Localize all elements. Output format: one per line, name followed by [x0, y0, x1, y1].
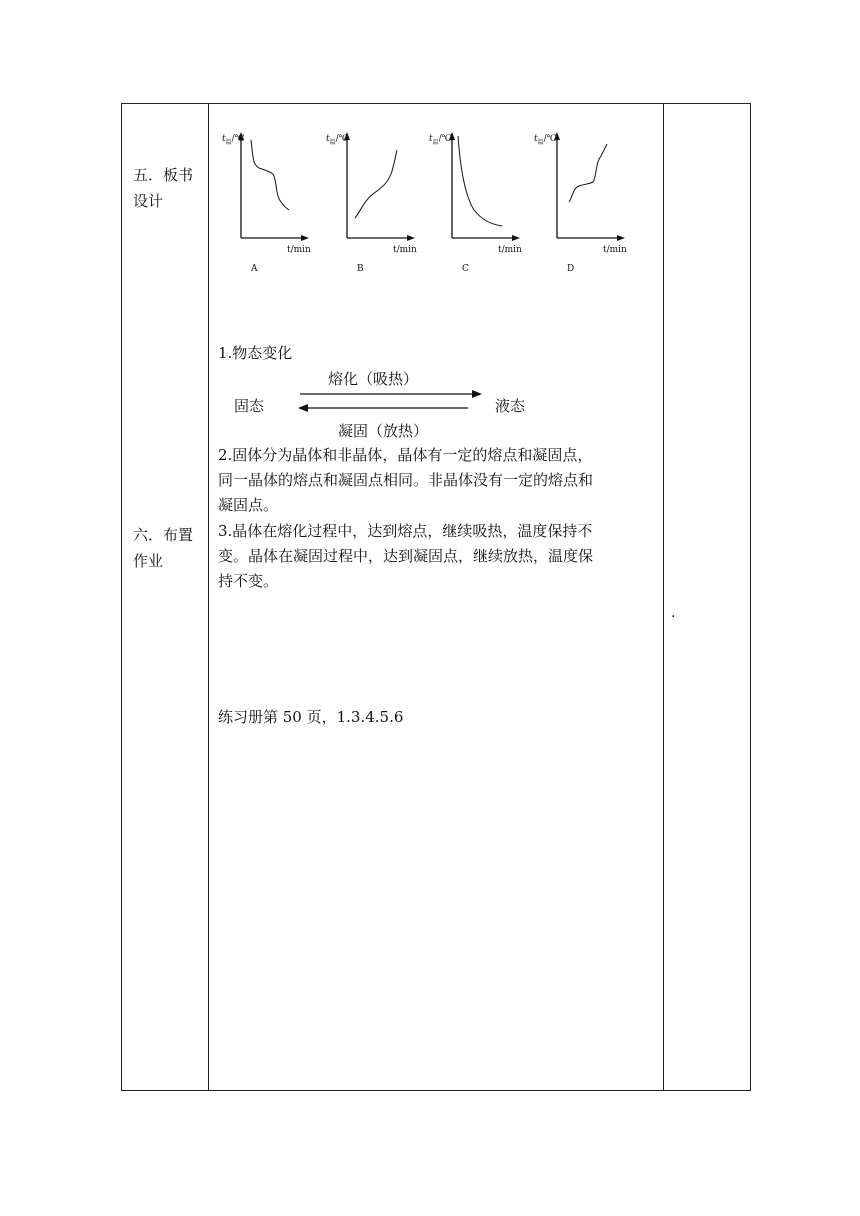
graph-b	[321, 124, 416, 284]
graph-c-x-label: t/min	[498, 245, 522, 255]
graph-a	[215, 124, 310, 284]
state-arrows	[292, 388, 488, 414]
graph-c-letter: C	[462, 264, 469, 274]
graph-d-letter: D	[567, 264, 575, 274]
board-item-2: 2.固体分为晶体和非晶体，晶体有一定的熔点和凝固点， 同一晶体的熔点和凝固点相同。非晶体没有一定的熔点和 凝固点。	[218, 446, 594, 514]
lesson-table	[121, 103, 751, 1091]
graph-c	[426, 124, 521, 284]
board-item-3: 3.晶体在熔化过程中，达到熔点，继续吸热，温度保持不 变。晶体在凝固过程中，达到凝固点，继续放热，温度保 持不变。	[218, 522, 594, 590]
graph-b-letter: B	[357, 264, 364, 274]
melting-label: 熔化（吸热）	[328, 370, 419, 388]
graph-a-letter: A	[251, 264, 258, 274]
homework-label: 六．布置 作业	[133, 526, 194, 570]
liquid-label: 液态	[495, 397, 526, 415]
graph-a-y-label: $t_温/℃$	[222, 134, 245, 146]
temperature-graphs	[215, 124, 645, 284]
solid-label: 固态	[234, 397, 265, 415]
graph-d-y-label: $t_温/℃$	[534, 134, 557, 146]
board-design-label: 五．板书 设计	[133, 166, 194, 210]
column-divider-1	[208, 104, 209, 1090]
graph-a-x-label: t/min	[287, 245, 311, 255]
graph-b-x-label: t/min	[393, 245, 417, 255]
homework-text: 练习册第 50 页，1.3.4.5.6	[218, 708, 404, 726]
graph-d	[531, 124, 626, 284]
graph-c-y-label: $t_温/℃$	[429, 134, 452, 146]
graph-d-x-label: t/min	[603, 245, 627, 255]
graph-b-y-label: $t_温/℃$	[326, 134, 349, 146]
column-divider-2	[663, 104, 664, 1090]
freezing-label: 凝固（放热）	[338, 422, 429, 440]
right-column-mark: .	[671, 605, 676, 621]
board-item-1: 1.物态变化	[218, 344, 293, 362]
